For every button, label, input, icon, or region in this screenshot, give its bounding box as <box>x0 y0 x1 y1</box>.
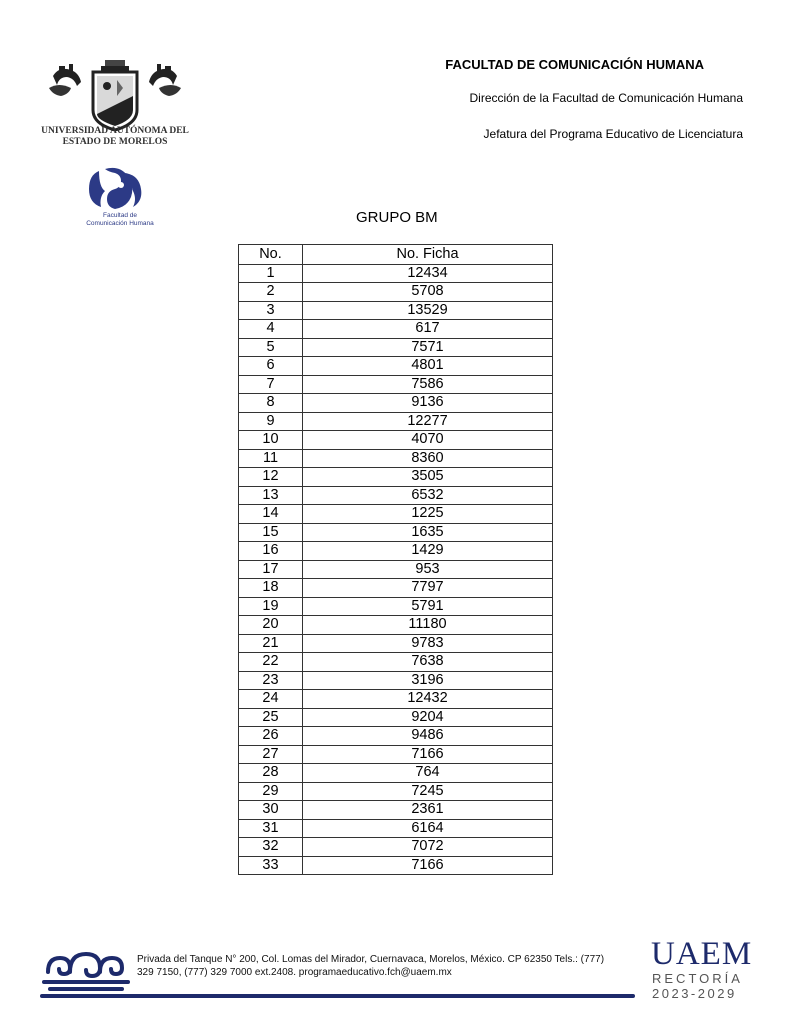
row-number: 9 <box>239 412 303 431</box>
footer-address-line2: 329 7150, (777) 329 7000 ext.2408. programaeducativo.fch@uaem.mx <box>137 967 452 978</box>
table-row <box>239 708 553 727</box>
table-row <box>239 782 553 801</box>
footer-address <box>137 953 627 979</box>
row-ficha: 11180 <box>303 616 553 635</box>
row-number: 28 <box>239 764 303 783</box>
row-ficha: 12434 <box>303 264 553 283</box>
row-number: 2 <box>239 283 303 302</box>
table-row <box>239 375 553 394</box>
institution-name-line2: ESTADO DE MORELOS <box>62 137 168 147</box>
row-number: 6 <box>239 357 303 376</box>
row-number: 18 <box>239 579 303 598</box>
table-row <box>239 801 553 820</box>
row-number: 33 <box>239 856 303 875</box>
rectoria-period: 2023-2029 <box>652 986 737 1001</box>
uaem-brand: UAEM <box>651 936 753 972</box>
rectoria-label: RECTORÍA <box>652 971 743 986</box>
faculty-heading: FACULTAD DE COMUNICACIÓN HUMANA <box>445 57 704 72</box>
fch-caption-line1: Facultad de <box>103 212 137 219</box>
row-number: 24 <box>239 690 303 709</box>
row-number: 21 <box>239 634 303 653</box>
table-row <box>239 856 553 875</box>
row-ficha: 4070 <box>303 431 553 450</box>
row-number: 20 <box>239 616 303 635</box>
table-row <box>239 542 553 561</box>
table-row <box>239 449 553 468</box>
ficha-table <box>238 244 553 875</box>
row-ficha: 9783 <box>303 634 553 653</box>
row-number: 11 <box>239 449 303 468</box>
row-number: 22 <box>239 653 303 672</box>
row-ficha: 12277 <box>303 412 553 431</box>
row-number: 29 <box>239 782 303 801</box>
direccion-line: Dirección de la Facultad de Comunicación Humana <box>469 91 743 105</box>
row-number: 1 <box>239 264 303 283</box>
table-row <box>239 616 553 635</box>
row-ficha: 953 <box>303 560 553 579</box>
table-row <box>239 338 553 357</box>
table-row <box>239 486 553 505</box>
row-number: 26 <box>239 727 303 746</box>
row-ficha: 7166 <box>303 856 553 875</box>
table-row <box>239 560 553 579</box>
row-ficha: 6164 <box>303 819 553 838</box>
row-ficha: 617 <box>303 320 553 339</box>
row-ficha: 8360 <box>303 449 553 468</box>
table-row <box>239 505 553 524</box>
table-row <box>239 301 553 320</box>
row-ficha: 3505 <box>303 468 553 487</box>
table-row <box>239 431 553 450</box>
table-row <box>239 653 553 672</box>
row-number: 17 <box>239 560 303 579</box>
row-number: 14 <box>239 505 303 524</box>
table-row <box>239 745 553 764</box>
row-number: 15 <box>239 523 303 542</box>
institution-name <box>40 126 190 148</box>
row-ficha: 5791 <box>303 597 553 616</box>
table-row <box>239 394 553 413</box>
table-row <box>239 819 553 838</box>
table-row <box>239 412 553 431</box>
row-ficha: 764 <box>303 764 553 783</box>
row-number: 5 <box>239 338 303 357</box>
column-header-ficha: No. Ficha <box>303 245 553 265</box>
row-number: 27 <box>239 745 303 764</box>
row-number: 23 <box>239 671 303 690</box>
column-header-number: No. <box>239 245 303 265</box>
wave-ornament-icon <box>40 942 132 1000</box>
table-row <box>239 357 553 376</box>
row-ficha: 2361 <box>303 801 553 820</box>
table-row <box>239 838 553 857</box>
row-ficha: 1429 <box>303 542 553 561</box>
row-ficha: 13529 <box>303 301 553 320</box>
table-row <box>239 468 553 487</box>
row-number: 32 <box>239 838 303 857</box>
row-ficha: 12432 <box>303 690 553 709</box>
footer-divider <box>40 994 635 998</box>
row-number: 31 <box>239 819 303 838</box>
row-ficha: 3196 <box>303 671 553 690</box>
table-row <box>239 579 553 598</box>
group-title: GRUPO BM <box>356 209 438 226</box>
row-ficha: 7072 <box>303 838 553 857</box>
row-ficha: 6532 <box>303 486 553 505</box>
row-number: 12 <box>239 468 303 487</box>
row-ficha: 7638 <box>303 653 553 672</box>
table-body <box>239 264 553 875</box>
row-ficha: 7245 <box>303 782 553 801</box>
row-ficha: 1635 <box>303 523 553 542</box>
row-number: 13 <box>239 486 303 505</box>
footer-address-line1: Privada del Tanque N° 200, Col. Lomas del Mirador, Cuernavaca, Morelos, México. CP 62350 Tels.: (777) <box>137 954 605 965</box>
row-number: 30 <box>239 801 303 820</box>
row-ficha: 7797 <box>303 579 553 598</box>
row-ficha: 1225 <box>303 505 553 524</box>
table-row <box>239 523 553 542</box>
table-row <box>239 597 553 616</box>
table-row <box>239 264 553 283</box>
row-ficha: 7166 <box>303 745 553 764</box>
row-number: 8 <box>239 394 303 413</box>
table-row <box>239 727 553 746</box>
row-ficha: 5708 <box>303 283 553 302</box>
row-number: 25 <box>239 708 303 727</box>
row-number: 3 <box>239 301 303 320</box>
fch-caption <box>75 212 165 227</box>
table-row <box>239 671 553 690</box>
table-row <box>239 320 553 339</box>
table-row <box>239 634 553 653</box>
row-ficha: 9136 <box>303 394 553 413</box>
row-number: 10 <box>239 431 303 450</box>
row-number: 16 <box>239 542 303 561</box>
row-ficha: 4801 <box>303 357 553 376</box>
row-ficha: 9486 <box>303 727 553 746</box>
table-row <box>239 283 553 302</box>
row-ficha: 7571 <box>303 338 553 357</box>
table-row <box>239 690 553 709</box>
table-row <box>239 764 553 783</box>
fch-caption-line2: Comunicación Humana <box>86 219 154 227</box>
row-ficha: 9204 <box>303 708 553 727</box>
institution-name-line1: UNIVERSIDAD AUTÓNOMA DEL <box>41 126 189 136</box>
row-number: 4 <box>239 320 303 339</box>
jefatura-line: Jefatura del Programa Educativo de Licenciatura <box>483 127 743 141</box>
row-number: 7 <box>239 375 303 394</box>
table-header-row <box>239 245 553 265</box>
row-number: 19 <box>239 597 303 616</box>
row-ficha: 7586 <box>303 375 553 394</box>
